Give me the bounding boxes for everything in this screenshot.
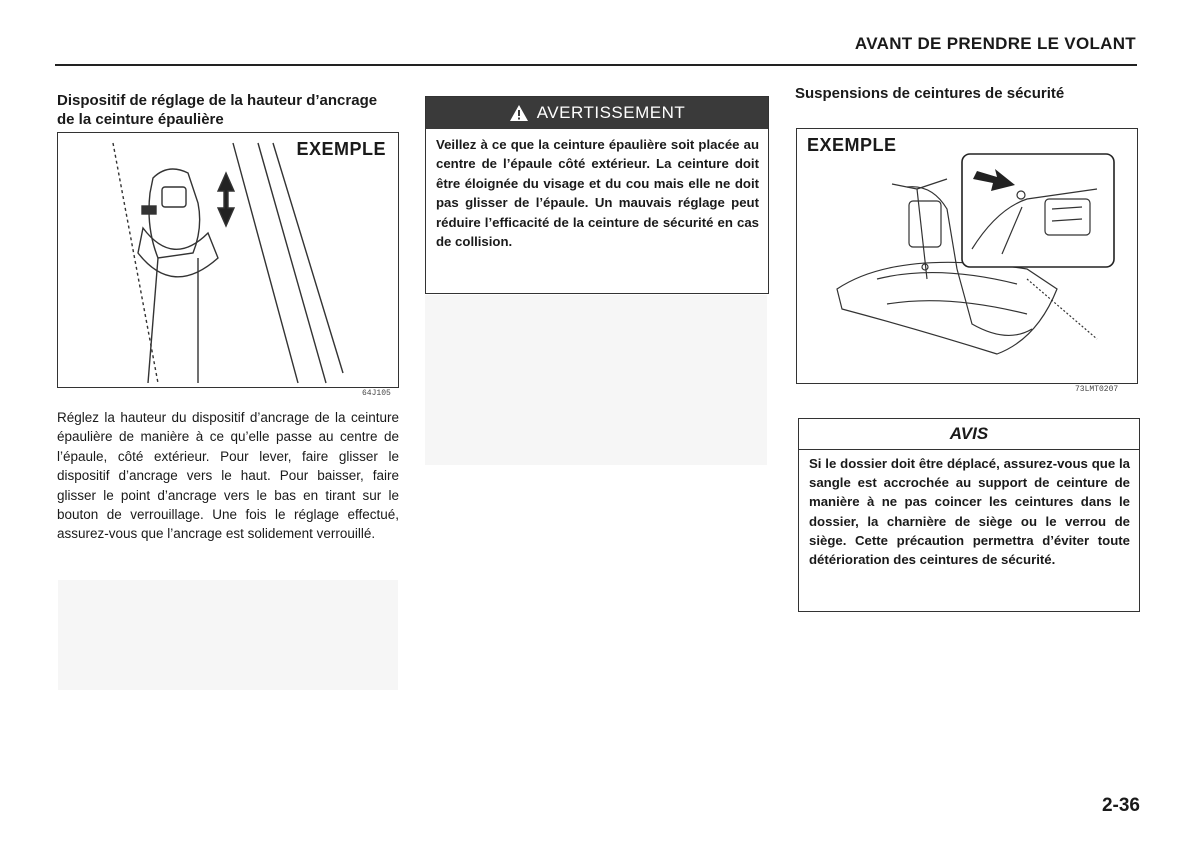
bleed-through-left [58,580,398,690]
anchor-figure-code: 64J105 [362,389,391,398]
seat-illustration [797,129,1137,383]
right-section-heading: Suspensions de ceintures de sécurité [795,85,1065,102]
left-section-heading: Dispositif de réglage de la hauteur d’ancrage de la ceinture épaulière [57,92,378,128]
notice-text: Si le dossier doit être déplacé, assurez-vous que la sangle est accrochée au support de ceinture de manière à ne pas coincer les ceintures dans le dossier, la charnière de siège ou le verrou de siège. Cette précaution permettra d’éviter toute détérioration des ceintures de sécurité. [809,456,1130,568]
page-number: 2-36 [1101,795,1140,816]
anchor-figure-label: EXEMPLE [296,139,386,159]
seat-figure-code: 73LMT0207 [1075,385,1119,394]
page-header-title: AVANT DE PRENDRE LE VOLANT [854,34,1136,53]
warning-text: Veillez à ce que la ceinture épaulière soit placée au centre de l’épaule côté extérieur. La ceinture doit être éloignée du visage et du cou mais elle ne doit pas glisser de l’épaule. Un mauvais réglage peut réduire l’efficacité de la ceinture de sécurité en cas de collision. [436,137,759,250]
anchor-illustration [58,133,398,387]
bleed-through-middle [425,295,767,465]
header-rule [55,64,1137,66]
warning-header [426,97,768,129]
notice-title: AVIS [799,419,1139,450]
seat-figure-label: EXEMPLE [807,135,897,155]
warning-box [425,96,769,294]
warning-triangle-icon [509,104,529,122]
warning-title: AVERTISSEMENT [536,103,686,122]
left-body-text: Réglez la hauteur du dispositif d’ancrage de la ceinture épaulière de manière à ce qu’elle passe au centre de l’épaule, côté extérieur. Pour lever, faire glisser le dispositif d’ancrage vers le haut. Pour baisser, faire glisser le point d’ancrage vers le bas en tirant sur le bouton de verrouillage. Une fois le réglage effectué, assurez-vous que l’ancrage est solidement verrouillé. [57,410,399,542]
notice-box [798,418,1140,612]
seat-figure [796,128,1138,384]
anchor-figure [57,132,399,388]
